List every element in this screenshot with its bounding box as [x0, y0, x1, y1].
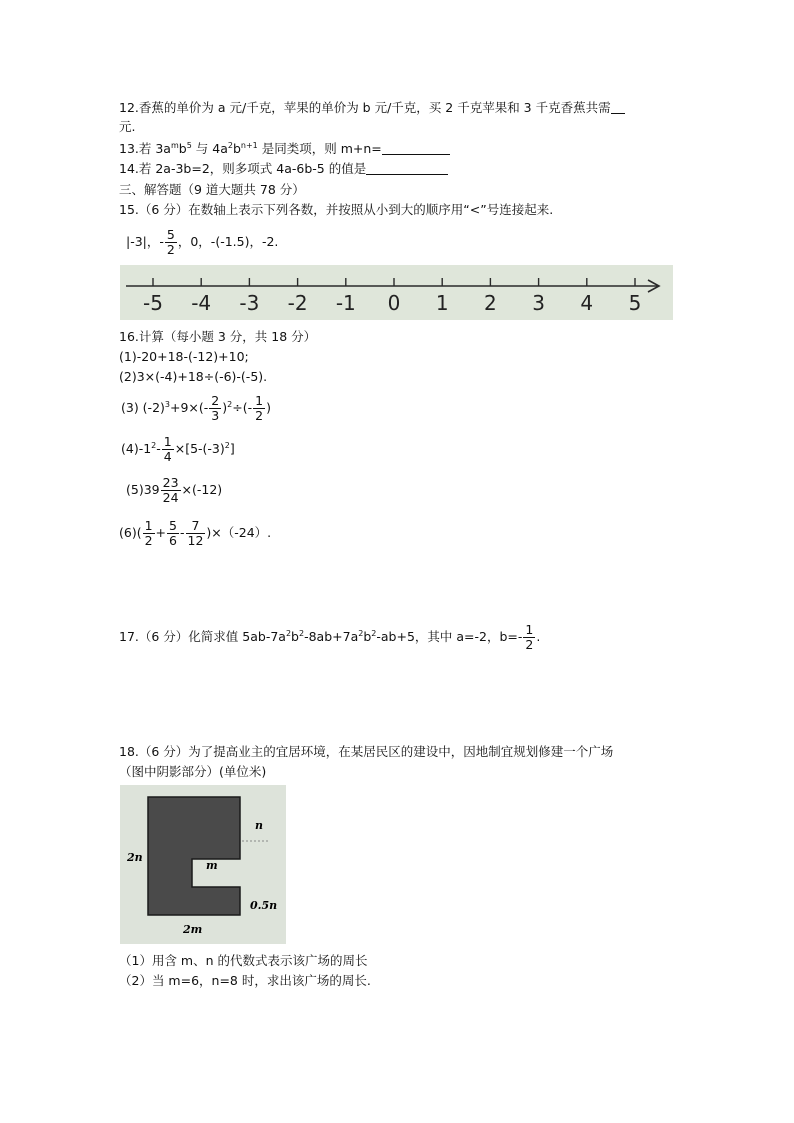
fraction: $\frac{1}{2}$ — [255, 393, 264, 423]
label-0.5n: 0.5n — [250, 899, 278, 912]
q16-part-3: (3) $(-2)^3+9\times(-$ $\frac{2}{3}$ )$^2$÷(- $\frac{1}{2}$ ) — [121, 393, 271, 423]
fraction: $\frac{1}{4}$ — [163, 434, 172, 464]
number-line-label: -5 — [143, 291, 163, 315]
label-2n: 2n — [127, 851, 143, 864]
fraction: $\frac{1}{2}$ — [144, 518, 153, 548]
q16-part-4: $(4)-1^2-$ $\frac{1}{4}$ $\times[5-(-3)^2]$ — [121, 434, 235, 464]
number-line — [120, 265, 673, 320]
q13-blank — [382, 142, 450, 155]
plaza-figure — [120, 785, 286, 944]
fraction: $\frac{2}{3}$ — [211, 393, 220, 423]
q16-part-6: (6)( $\frac{1}{2}$ + $\frac{5}{6}$ - $\frac{7}{12}$ )×（-24）. — [119, 518, 272, 548]
q12-blank — [611, 101, 625, 114]
number-line-label: 5 — [628, 291, 642, 315]
q18-line-2: （图中阴影部分）(单位米) — [119, 764, 267, 779]
plaza-shaded-area — [148, 797, 240, 915]
number-line-label: -4 — [191, 291, 212, 315]
number-line-image — [120, 265, 673, 320]
fraction: $\frac{5}{2}$ — [166, 227, 175, 257]
q12-continuation: 元. — [119, 119, 136, 134]
q18-sub-2: （2）当 m=6，n=8 时，求出该广场的周长. — [119, 973, 371, 988]
number-line-label: 4 — [580, 291, 594, 315]
question-16: 16.计算（每小题 3 分，共 18 分） — [119, 329, 317, 344]
section-title: 三、解答题（9 道大题共 78 分） — [119, 182, 305, 197]
fraction: $\frac{23}{24}$ — [162, 475, 179, 505]
q16-part-2: (2)3×(-4)+18÷(-6)-(-5). — [119, 369, 268, 384]
question-12 — [119, 100, 625, 116]
label-n: n — [255, 819, 263, 832]
label-2m: 2m — [183, 923, 203, 936]
label-m: m — [206, 859, 218, 872]
question-15: 15.（6 分）在数轴上表示下列各数，并按照从小到大的顺序用“<”号连接起来. — [119, 202, 554, 217]
fraction: $\frac{7}{12}$ — [187, 518, 204, 548]
question-14: 14.若 2a-3b=2，则多项式 4a-6b-5 的值是 — [119, 161, 448, 177]
number-line-label: 3 — [532, 291, 545, 315]
fraction: $\frac{1}{2}$ — [525, 622, 534, 652]
q16-part-5: (5)39 $\frac{23}{24}$ ×(-12) — [126, 475, 223, 505]
number-line-label: 1 — [435, 291, 449, 315]
plaza-diagram — [120, 785, 286, 944]
question-18: 18.（6 分）为了提高业主的宜居环境，在某居民区的建设中，因地制宜规划修建一个广场 — [119, 744, 614, 759]
q14-blank — [366, 162, 448, 175]
q16-part-1: (1)-20+18-(-12)+10; — [119, 349, 249, 364]
q15-items: |-3|，- $\frac{5}{2}$ ，0，-(-1.5)，-2. — [126, 227, 279, 257]
fraction: $\frac{5}{6}$ — [169, 518, 177, 548]
number-line-label: -3 — [239, 291, 260, 315]
question-17: 17.（6 分）化简求值 $5ab-7a^2b^2-8ab+7a^2b^2-ab+5$，其中 a=-2，b=- $\frac{1}{2}$ . — [119, 622, 541, 652]
q12-text: 12.香蕉的单价为 a 元/千克，苹果的单价为 b 元/千克，买 2 千克苹果和 3 千克香蕉共需 — [119, 100, 611, 115]
number-line-label: 2 — [484, 291, 497, 315]
number-line-label: 0 — [387, 291, 401, 315]
number-line-label: -2 — [287, 291, 308, 315]
question-13: 13.若 $3a^mb^5$ 与 $4a^2b^{n+1}$ 是同类项，则 m+n= — [119, 141, 450, 157]
number-line-label: -1 — [335, 291, 356, 315]
q18-sub-1: （1）用含 m、n 的代数式表示该广场的周长 — [119, 953, 368, 968]
